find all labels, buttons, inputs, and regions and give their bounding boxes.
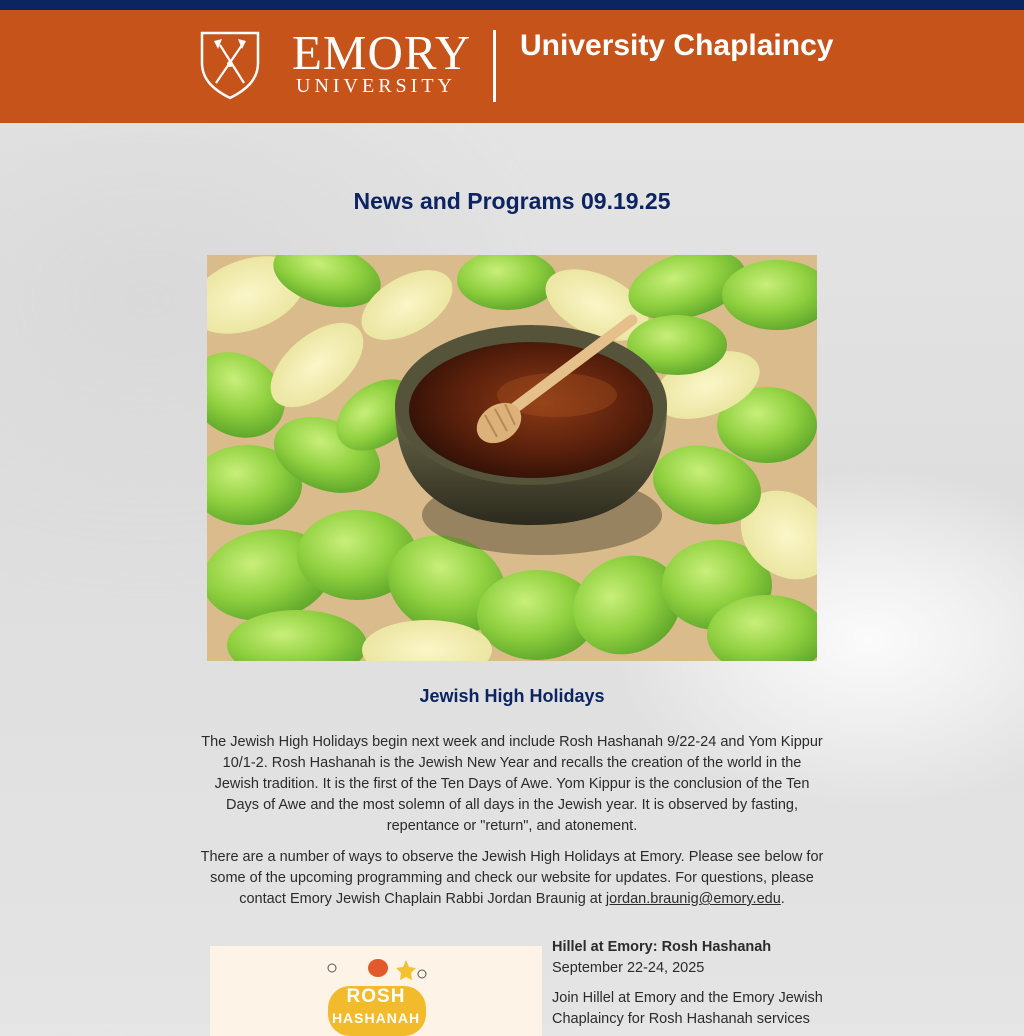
programming-text: There are a number of ways to observe the Jewish High Holidays at Emory. Please see below for some of the upcoming programming and check our website for updates. For questions, please contact Emory Jewish Chaplain Rabbi Jordan Braunig at (200, 849, 824, 907)
top-accent-bar (0, 0, 1024, 10)
wordmark-university: UNIVERSITY (296, 75, 456, 97)
intro-paragraph: The Jewish High Holidays begin next week and include Rosh Hashanah 9/22-24 and Yom Kippur 10/1-2. Rosh Hashanah is the Jewish New Year and recalls the creation of the world in the Jewish tradition. It is the first of the Ten Days of Awe. Yom Kippur is the conclusion of the Ten Days of Awe and the most solemn of all days in the Jewish year. It is observed by fasting, repentance or "return", and atonement. (201, 734, 823, 834)
hero-image (207, 255, 817, 661)
apples-honey-illustration (207, 255, 817, 661)
department-title[interactable]: University Chaplaincy (520, 29, 834, 62)
event-description: Join Hillel at Emory and the Emory Jewish Chaplaincy for Rosh Hashanah services (552, 990, 823, 1027)
event-title: Hillel at Emory: Rosh Hashanah (552, 939, 772, 955)
programming-text-end: . (780, 891, 785, 907)
event-image[interactable] (210, 946, 542, 1036)
chaplain-email-link[interactable]: jordan.braunig@emory.edu (605, 891, 781, 907)
site-header (0, 10, 1024, 123)
event-image-text-1: ROSH (346, 986, 406, 1007)
section-title: Jewish High Holidays (419, 686, 605, 706)
wordmark-emory: EMORY (292, 25, 472, 80)
event-date: September 22-24, 2025 (552, 960, 705, 976)
header-divider (493, 30, 496, 102)
emory-shield-logo-icon[interactable] (198, 29, 262, 101)
page-title: News and Programs 09.19.25 (353, 188, 671, 214)
programming-paragraph (200, 847, 824, 910)
event-image-text-2: HASHANAH (331, 1010, 421, 1026)
